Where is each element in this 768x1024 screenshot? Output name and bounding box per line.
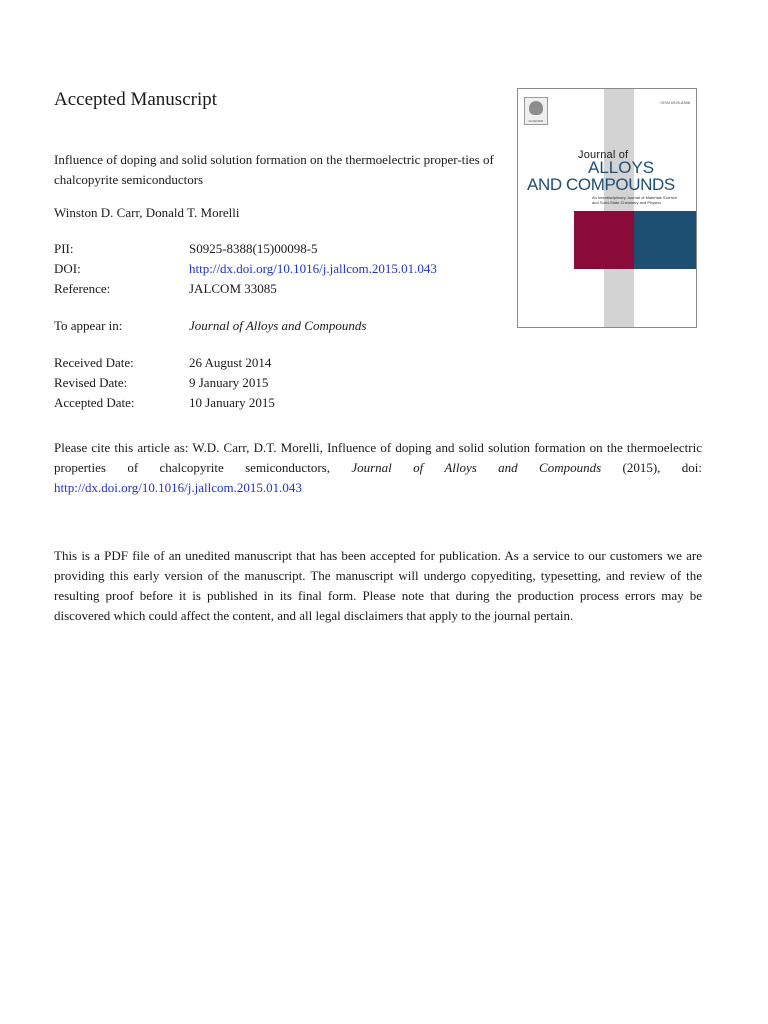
appear-in-row bbox=[54, 316, 366, 336]
cover-journal-line1: Journal of bbox=[578, 149, 629, 161]
cover-issn: ISSN 0925-8388 bbox=[660, 100, 690, 105]
cover-subtitle: An Interdisciplinary Journal of Materials Science and Solid-State Chemistry and Physics bbox=[592, 195, 678, 205]
cover-journal-line2: ALLOYS bbox=[588, 158, 655, 177]
cover-grey-strip-bottom bbox=[604, 269, 634, 327]
appear-in-journal: Journal of Alloys and Compounds bbox=[189, 318, 367, 333]
tree-icon bbox=[529, 101, 543, 115]
journal-cover bbox=[517, 88, 697, 328]
doi-link[interactable]: http://dx.doi.org/10.1016/j.jallcom.2015.01.043 bbox=[189, 261, 437, 276]
received-value: 26 August 2014 bbox=[189, 355, 272, 370]
article-title: Influence of doping and solid solution formation on the thermoelectric proper-ties of chalcopyrite semiconductors bbox=[54, 152, 494, 187]
date-list bbox=[54, 353, 275, 413]
citation-paragraph bbox=[54, 438, 702, 498]
citation-middle: (2015), doi: bbox=[601, 460, 702, 475]
identifier-row-doi bbox=[54, 259, 437, 279]
citation-journal: Journal of Alloys and Compounds bbox=[351, 460, 602, 475]
pii-label: PII: bbox=[54, 241, 74, 256]
identifier-row-reference bbox=[54, 279, 437, 299]
citation-doi-link[interactable]: http://dx.doi.org/10.1016/j.jallcom.2015.01.043 bbox=[54, 480, 302, 495]
appear-in-label: To appear in: bbox=[54, 318, 123, 333]
elsevier-logo-icon bbox=[524, 97, 548, 125]
pii-value: S0925-8388(15)00098-5 bbox=[189, 241, 318, 256]
reference-label: Reference: bbox=[54, 281, 111, 296]
appear-in-block bbox=[54, 316, 366, 336]
identifier-row-pii bbox=[54, 239, 437, 259]
date-row-revised bbox=[54, 373, 275, 393]
identifier-list bbox=[54, 239, 437, 299]
accepted-value: 10 January 2015 bbox=[189, 395, 275, 410]
received-label: Received Date: bbox=[54, 355, 134, 370]
accepted-label: Accepted Date: bbox=[54, 395, 135, 410]
date-row-accepted bbox=[54, 393, 275, 413]
unedited-notice: This is a PDF file of an unedited manuscript that has been accepted for publication. As a service to our customers we are providing this early version of the manuscript. The manuscript will undergo copyediting, typesetting, and review of the resulting proof before it is published in its final form. Please note that during the production process errors may be discovered which could affect the content, and all legal disclaimers that apply to the journal pertain. bbox=[54, 548, 702, 623]
date-row-received bbox=[54, 353, 275, 373]
doi-label: DOI: bbox=[54, 261, 81, 276]
cover-blue-block bbox=[634, 211, 696, 269]
reference-value: JALCOM 33085 bbox=[189, 281, 277, 296]
cover-crimson-block bbox=[574, 211, 634, 269]
page-heading: Accepted Manuscript bbox=[54, 89, 218, 110]
cover-journal-line3: AND COMPOUNDS bbox=[527, 175, 675, 194]
citation-prefix: Please cite this article as: W.D. Carr, D.T. Morelli, Influence of doping and solid solution formation on the thermoelectric properties of chalcopyrite semiconductors, bbox=[54, 440, 702, 475]
revised-value: 9 January 2015 bbox=[189, 375, 269, 390]
publisher-logo-text: ELSEVIER bbox=[528, 119, 544, 123]
revised-label: Revised Date: bbox=[54, 375, 128, 390]
article-authors: Winston D. Carr, Donald T. Morelli bbox=[54, 205, 240, 220]
